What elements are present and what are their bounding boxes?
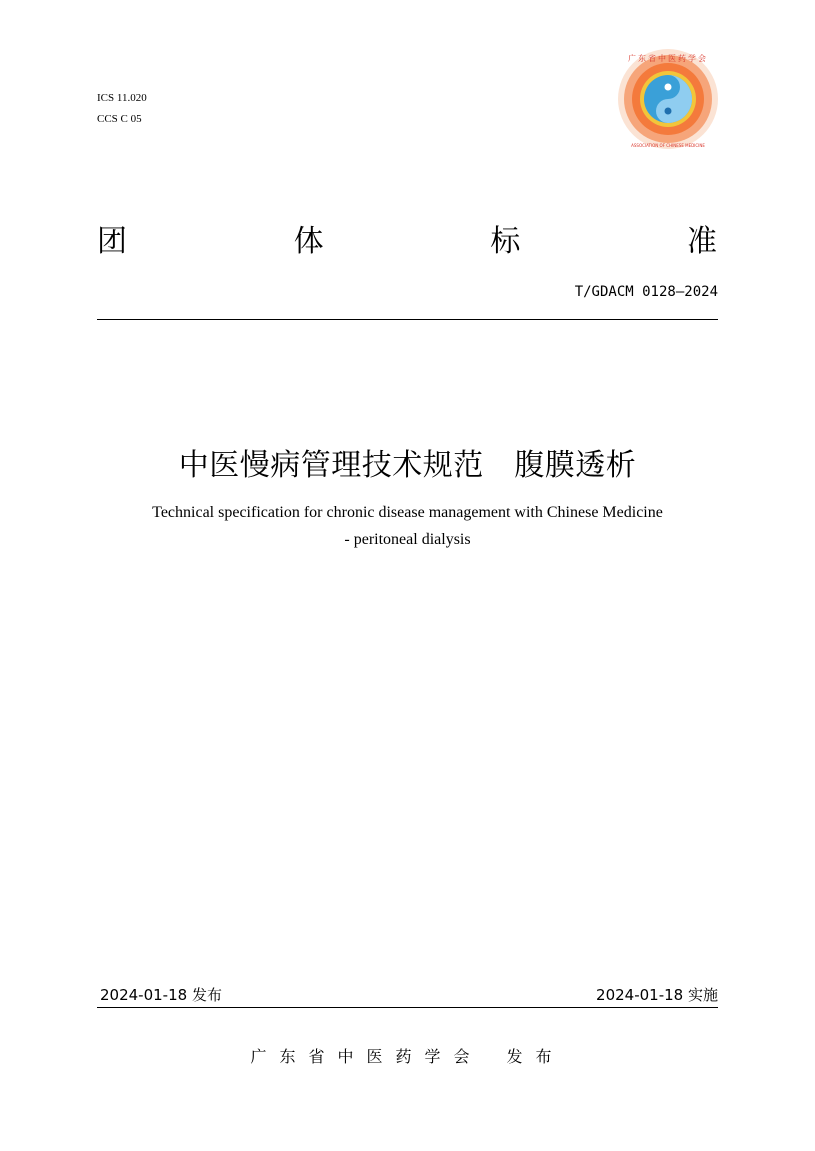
title-english: [0, 499, 815, 553]
svg-text:广东省中医药学会: 广东省中医药学会: [628, 54, 708, 63]
publisher-org: 广东省中医药学会: [250, 1047, 483, 1066]
classification-codes: [97, 88, 147, 130]
publisher-line: [0, 1044, 815, 1067]
issue-date: 2024-01-18 发布: [100, 986, 222, 1004]
title-english-line-2: - peritoneal dialysis: [344, 531, 471, 548]
publisher-action: 发布: [506, 1047, 565, 1066]
association-seal-icon: [610, 47, 726, 152]
standard-type-heading: [97, 216, 717, 259]
standard-type-char: 标: [490, 224, 521, 259]
title-english-line-1: Technical specification for chronic disease management with Chinese Medicine: [152, 504, 663, 521]
title-chinese: 中医慢病管理技术规范 腹膜透析: [178, 448, 637, 483]
standard-type-char: 体: [293, 224, 324, 259]
bottom-divider: [97, 1007, 718, 1008]
ccs-code: CCS C 05: [97, 113, 142, 125]
ics-code: ICS 11.020: [97, 92, 147, 104]
implement-date: 2024-01-18 实施: [596, 986, 718, 1004]
standard-type-char: 准: [686, 224, 717, 259]
association-logo: [610, 47, 726, 152]
top-divider: [97, 319, 718, 320]
standard-type-char: 团: [97, 224, 127, 259]
svg-text:ASSOCIATION OF CHINESE MEDICIN: ASSOCIATION OF CHINESE MEDICINE: [631, 143, 705, 148]
standard-number: T/GDACM 0128—2024: [574, 284, 718, 300]
